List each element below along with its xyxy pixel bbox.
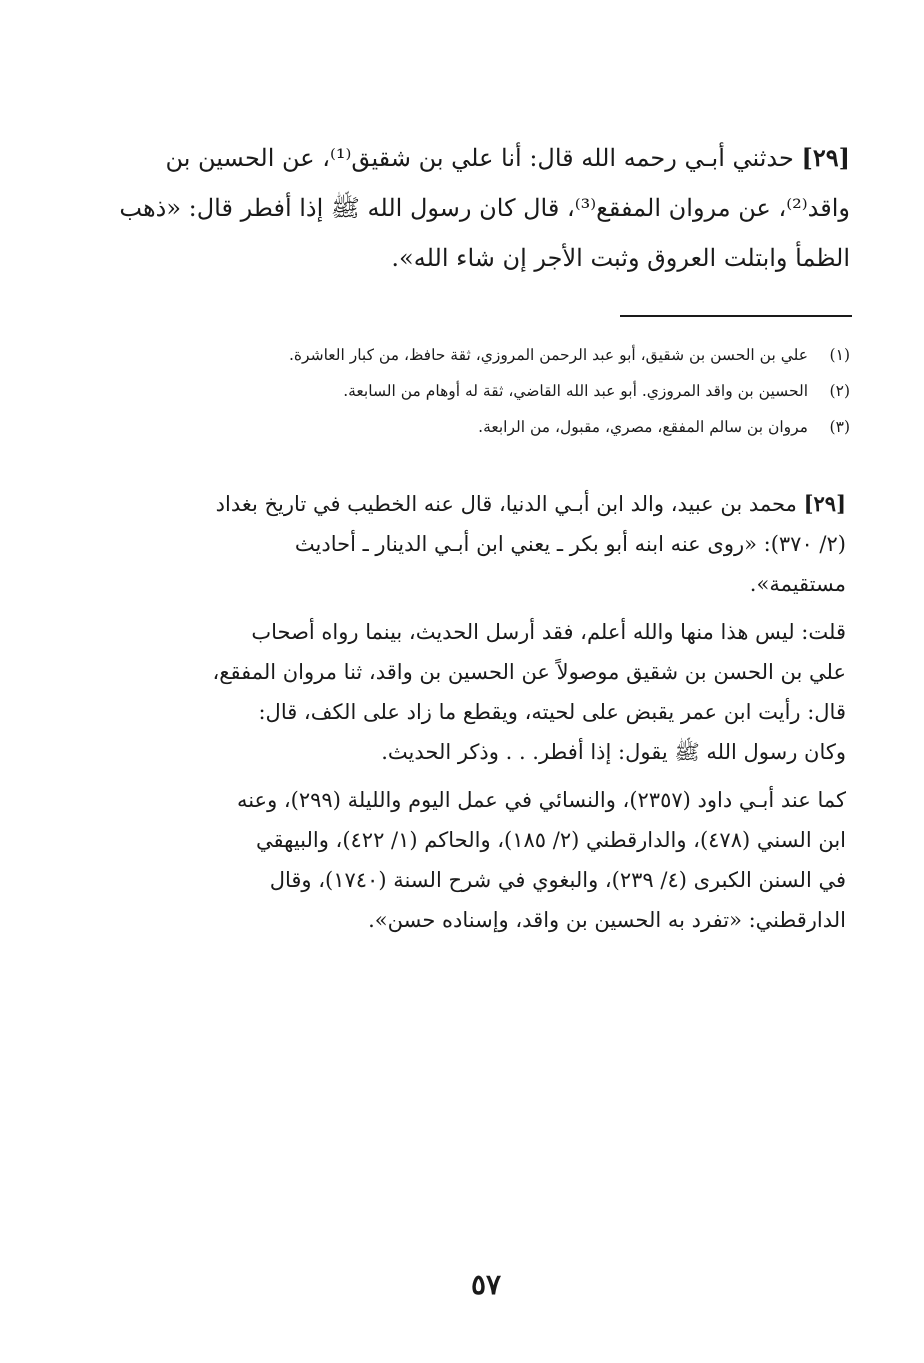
- commentary-number: [٢٩]: [803, 491, 846, 516]
- footnote-text: الحسين بن واقد المروزي. أبو عبد الله القاضي، ثقة له أوهام من السابعة.: [343, 382, 808, 400]
- footnote-1: [90, 337, 850, 373]
- commentary: [106, 484, 846, 948]
- hadith-text: [102, 133, 850, 283]
- footnote-3: [90, 409, 850, 445]
- commentary-paragraph-2: قلت: ليس هذا منها والله أعلم، فقد أرسل الحديث، بينما رواه أصحاب علي بن الحسن بن شقيق موصولاً عن الحسين بن واقد، ثنا مروان المفقع، قال: رأيت ابن عمر يقبض على لحيته، ويقطع ما زاد على الكف، قال: وكان رسول الله ﷺ يقول: إذا أفطر. . . وذكر الحديث.: [212, 620, 846, 764]
- commentary-paragraph-1: [٢٩] محمد بن عبيد، والد ابن أبـي الدنيا، قال عنه الخطيب في تاريخ بغداد (٢/ ٣٧٠): «روى عنه ابنه أبو بكر ـ يعني ابن أبـي الدينار ـ أحاديث مستقيمة».: [215, 491, 846, 596]
- hadith-line-3: الظمأ وابتلت العروق وثبت الأجر إن شاء الله».: [391, 244, 850, 272]
- footnote-separator: [620, 315, 852, 317]
- footnote-number: (٢): [829, 382, 850, 400]
- footnotes: [90, 337, 850, 445]
- hadith-line-1: [٢٩] حدثني أبـي رحمه الله قال: أنا علي بن شقيق⁽¹⁾، عن الحسين بن: [165, 143, 850, 172]
- footnote-2: [90, 373, 850, 409]
- commentary-paragraph-3: كما عند أبـي داود (٢٣٥٧)، والنسائي في عمل اليوم والليلة (٢٩٩)، وعنه ابن السني (٤٧٨)، والدارقطني (٢/ ١٨٥)، والحاكم (١/ ٤٢٢)، والبيهقي في السنن الكبرى (٤/ ٢٣٩)، والبغوي في شرح السنة (١٧٤٠)، وقال الدارقطني: «تفرد به الحسين بن واقد، وإسناده حسن».: [236, 788, 846, 932]
- page-number: ٥٧: [470, 1268, 502, 1301]
- footnote-text: مروان بن سالم المفقع، مصري، مقبول، من الرابعة.: [478, 418, 808, 436]
- footnote-text: علي بن الحسن بن شقيق، أبو عبد الرحمن المروزي، ثقة حافظ، من كبار العاشرة.: [288, 346, 808, 364]
- hadith-line-2: واقد⁽²⁾، عن مروان المفقع⁽³⁾، قال كان رسول الله ﷺ إذا أفطر قال: «ذهب: [119, 194, 850, 222]
- hadith-number: [٢٩]: [801, 143, 850, 172]
- footnote-number: (١): [829, 346, 850, 364]
- footnote-number: (٣): [829, 418, 850, 436]
